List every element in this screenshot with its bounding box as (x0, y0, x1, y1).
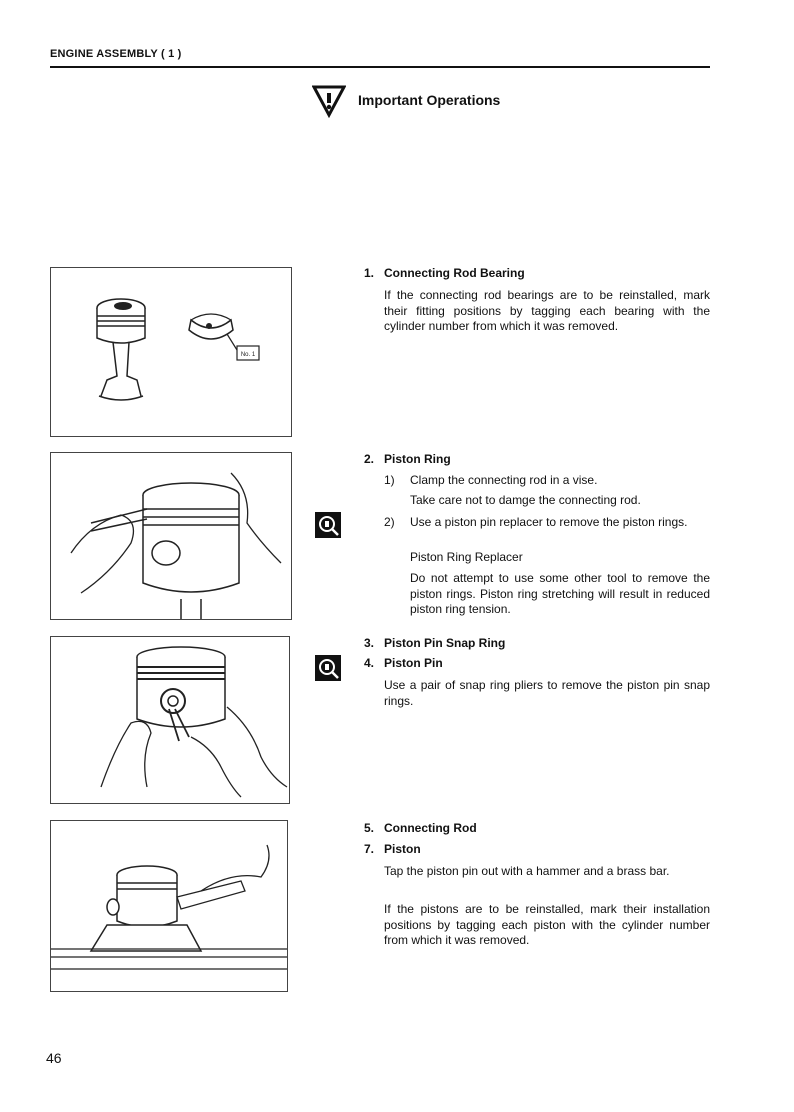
section-number: 1. (364, 266, 375, 280)
figure-piston-ring-removal (50, 452, 292, 620)
step-text: Clamp the connecting rod in a vise. (410, 473, 598, 487)
section-4-body: Use a pair of snap ring pliers to remove the piston pin snap rings. (384, 678, 710, 708)
section-3-title (364, 636, 505, 650)
step-number: 2) (384, 515, 395, 529)
page-header-title: ENGINE ASSEMBLY ( 1 ) (50, 48, 182, 60)
step-1-note: Take care not to damge the connecting rod. (410, 493, 641, 507)
section-1-body: If the connecting rod bearings are to be reinstalled, mark their fitting positions by tagging each bearing with the cylinder number from which it was removed. (384, 288, 710, 333)
section-7-body-2: If the pistons are to be reinstalled, mark their installation positions by tagging each piston with the cylinder number from which it was removed. (384, 902, 710, 947)
section-number: 4. (364, 656, 375, 670)
section-number: 5. (364, 821, 375, 835)
step-2-note: Do not attempt to use some other tool to remove the piston rings. Piston ring stretching will result in reduced piston ring tension. (410, 571, 710, 616)
bearing-tag-label: No. 1 (240, 352, 256, 358)
figure-piston-bearing (50, 267, 292, 437)
special-tool-name: Piston Ring Replacer (410, 550, 523, 564)
section-7-body-1: Tap the piston pin out with a hammer and a brass bar. (384, 864, 670, 878)
step-1 (384, 473, 710, 489)
figure-piston-pin-removal (50, 820, 288, 992)
important-operations-title: Important Operations (358, 92, 501, 108)
section-number: 3. (364, 636, 375, 650)
section-5-title (364, 821, 477, 835)
section-2-title (364, 452, 451, 466)
section-number: 2. (364, 452, 375, 466)
step-number: 1) (384, 473, 395, 487)
section-title-text: Piston Pin Snap Ring (384, 636, 506, 650)
section-title-text: Piston Ring (384, 452, 451, 466)
section-number: 7. (364, 842, 375, 856)
step-text: Use a piston pin replacer to remove the piston rings. (410, 515, 688, 529)
section-title-text: Piston (384, 842, 421, 856)
step-2 (384, 515, 710, 531)
section-title-text: Connecting Rod (384, 821, 477, 835)
special-tool-icon (315, 655, 341, 681)
section-title-text: Connecting Rod Bearing (384, 266, 525, 280)
special-tool-icon (315, 512, 341, 538)
section-7-title (364, 842, 421, 856)
page-number: 46 (46, 1050, 62, 1066)
warning-triangle-icon (312, 84, 346, 118)
section-1-title (364, 266, 525, 280)
header-rule (50, 66, 710, 68)
section-title-text: Piston Pin (384, 656, 443, 670)
section-4-title (364, 656, 443, 670)
figure-snap-ring-removal (50, 636, 290, 804)
